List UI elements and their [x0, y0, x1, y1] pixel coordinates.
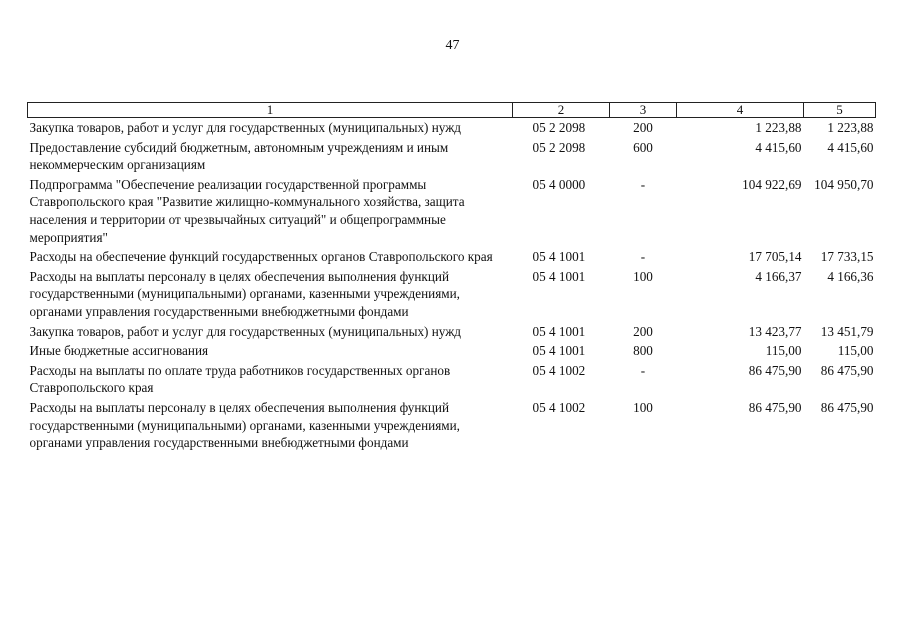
row-code: 05 4 1002: [532, 399, 586, 415]
row-expense-type: 800: [633, 343, 653, 359]
table-row: [28, 398, 876, 453]
row-name: Расходы на выплаты по оплате труда работников государственных органов Ставропольского края: [29, 362, 451, 396]
row-amount-col5: 86 475,90: [820, 362, 874, 378]
row-amount-col4: 86 475,90: [748, 399, 802, 415]
row-name: Иные бюджетные ассигнования: [29, 343, 209, 359]
table-row: [28, 118, 876, 138]
row-code: 05 2 2098: [532, 120, 586, 135]
row-amount-col5: 4 166,36: [827, 268, 874, 284]
row-name: Расходы на обеспечение функций государственных органов Ставропольского края: [29, 249, 493, 265]
row-name: Расходы на выплаты персоналу в целях обеспечения выполнения функций государственными (муниципальными) органами, казенными учреждениями, органами управления государственными внебюджетными фондами: [29, 399, 460, 451]
row-expense-type: -: [640, 176, 646, 192]
table-row: [28, 175, 876, 247]
row-amount-col4: 86 475,90: [748, 362, 802, 378]
row-amount-col4: 17 705,14: [748, 249, 802, 265]
column-header-3: 3: [610, 103, 677, 118]
row-name: Закупка товаров, работ и услуг для государственных (муниципальных) нужд: [29, 120, 462, 135]
row-expense-type: 100: [633, 268, 653, 284]
table-header: [28, 103, 876, 118]
row-code: 05 4 1001: [532, 343, 586, 359]
column-header-1: 1: [28, 103, 513, 118]
table-row: [28, 322, 876, 342]
row-code: 05 4 0000: [532, 176, 586, 192]
table-row: [28, 361, 876, 398]
row-name: Подпрограмма "Обеспечение реализации государственной программы Ставропольского края "Развитие жилищно-коммунального хозяйства, защита населения и территории от чрезвычайных ситуаций" и общепрограммные мероприятия": [29, 176, 465, 245]
row-name: Предоставление субсидий бюджетным, автономным учреждениям и иным некоммерческим организациям: [29, 139, 449, 173]
row-code: 05 4 1001: [532, 268, 586, 284]
table-body: [28, 118, 876, 453]
row-amount-col5: 104 950,70: [814, 176, 874, 192]
table-row: [28, 341, 876, 361]
row-expense-type: 100: [633, 399, 653, 415]
row-name: Закупка товаров, работ и услуг для государственных (муниципальных) нужд: [29, 323, 462, 339]
column-header-2: 2: [513, 103, 610, 118]
row-expense-type: 600: [633, 139, 653, 155]
column-header-5: 5: [804, 103, 876, 118]
row-code: 05 4 1002: [532, 362, 586, 378]
row-amount-col5: 17 733,15: [820, 249, 874, 265]
row-name: Расходы на выплаты персоналу в целях обеспечения выполнения функций государственными (муниципальными) органами, казенными учреждениями, органами управления государственными внебюджетными фондами: [29, 268, 460, 319]
row-amount-col4: 4 166,37: [755, 268, 802, 284]
budget-table: [27, 102, 876, 453]
row-amount-col4: 13 423,77: [748, 323, 802, 339]
header-row: [28, 103, 876, 118]
row-code: 05 4 1001: [532, 323, 586, 339]
row-amount-col5: 115,00: [837, 343, 874, 359]
row-amount-col4: 1 223,88: [755, 120, 802, 135]
row-amount-col4: 115,00: [765, 343, 802, 359]
page-number: 47: [445, 38, 460, 53]
table-row: [28, 267, 876, 322]
table-row: [28, 138, 876, 175]
table-row: [28, 247, 876, 267]
row-amount-col4: 4 415,60: [755, 139, 802, 155]
row-amount-col5: 4 415,60: [827, 139, 874, 155]
row-expense-type: 200: [633, 120, 653, 135]
row-expense-type: -: [640, 249, 646, 265]
row-code: 05 4 1001: [532, 249, 586, 265]
row-amount-col5: 1 223,88: [827, 120, 874, 135]
row-expense-type: -: [640, 362, 646, 378]
row-expense-type: 200: [633, 323, 653, 339]
row-amount-col5: 86 475,90: [820, 399, 874, 415]
row-code: 05 2 2098: [532, 139, 586, 155]
column-header-4: 4: [677, 103, 804, 118]
row-amount-col4: 104 922,69: [742, 176, 802, 192]
row-amount-col5: 13 451,79: [820, 323, 874, 339]
